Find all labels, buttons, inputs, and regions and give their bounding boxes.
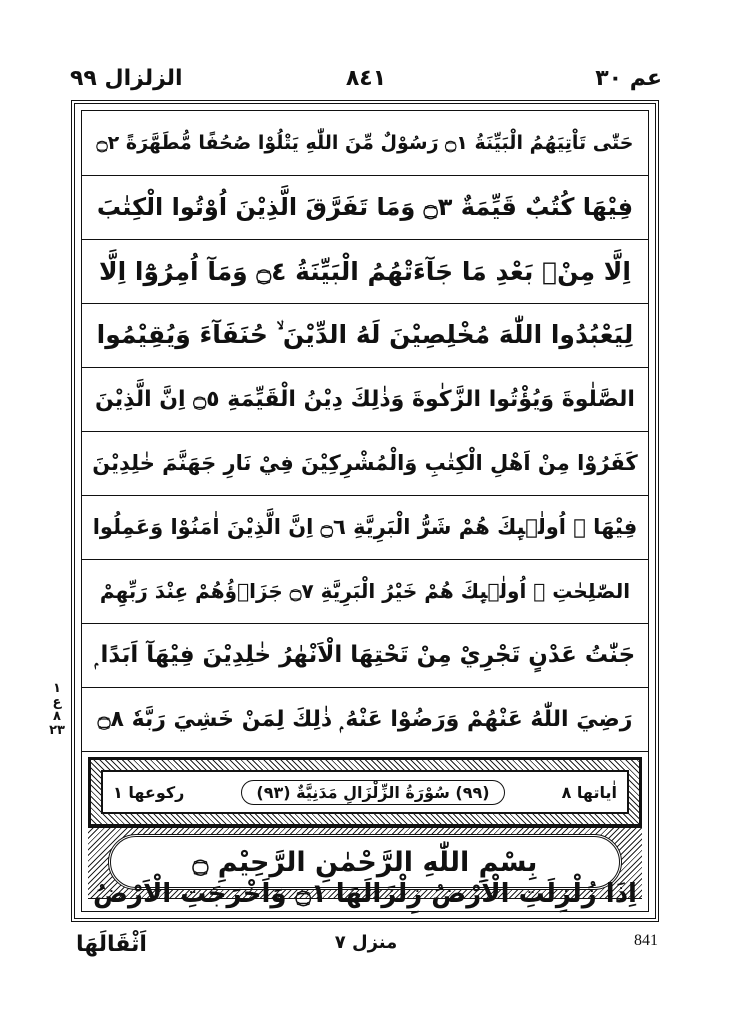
verse-text: فِيْهَا كُتُبٌ قَيِّمَةٌ ۝٣ وَمَا تَفَرَّقَ الَّذِيْنَ اُوْتُوا الْكِتٰبَ (96, 193, 634, 221)
text-line (82, 111, 648, 176)
text-line (82, 239, 648, 304)
margin-ruku-symbol: ع (52, 695, 62, 710)
juz-heading: عم ٣٠ (595, 66, 662, 91)
text-line (82, 687, 648, 752)
page-number-arabic: ٨٤١ (345, 66, 387, 91)
margin-line-3: ٢٣ (49, 723, 65, 738)
text-line (82, 303, 648, 368)
text-line (82, 495, 648, 560)
text-line (82, 367, 648, 432)
manzil-label: منزل ٧ (334, 932, 398, 953)
text-area (81, 110, 649, 912)
page-footer (70, 930, 662, 964)
surah-header-ornament (88, 757, 642, 827)
verse-text: لِيَعْبُدُوا اللّٰهَ مُخْلِصِيْنَ لَهُ الدِّيْنَ ۙ حُنَفَآءَ وَيُقِيْمُوا (96, 320, 634, 349)
verse-text: رَضِيَ اللّٰهُ عَنْهُمْ وَرَضُوْا عَنْهُ ۭ ذٰلِكَ لِمَنْ خَشِيَ رَبَّهٗ ۝٨ (97, 706, 633, 732)
verse-text: الصّٰلِحٰتِ ۙ اُولٰۗىِٕكَ هُمْ خَيْرُ الْبَرِيَّةِ ۝٧ جَزَاۗؤُهُمْ عِنْدَ رَبِّهِمْ (99, 579, 631, 603)
page-frame (71, 100, 659, 922)
final-verse-line (77, 870, 653, 918)
margin-line-1: ١ (53, 681, 61, 696)
verse-text: الصَّلٰوةَ وَيُؤْتُوا الزَّكٰوةَ وَذٰلِكَ دِيْنُ الْقَيِّمَةِ ۝٥ اِنَّ الَّذِيْنَ (95, 386, 635, 412)
ayat-count: اٰياتها ٨ (561, 782, 617, 802)
verse-text: اِلَّا مِنْۢ بَعْدِ مَا جَآءَتْهُمُ الْبَيِّنَةُ ۝٤ وَمَآ اُمِرُوْٓا اِلَّا (99, 256, 631, 286)
catchword: اَثْقَالَهَا (76, 932, 147, 957)
bismillah-text: بِسْمِ اللّٰهِ الرَّحْمٰنِ الرَّحِيْمِ ۝ (192, 846, 538, 878)
verse-text: اِذَا زُلْزِلَتِ الْاَرْضُ زِلْزَالَهَا ۝١ وَاَخْرَجَتِ الْاَرْضُ (93, 879, 637, 909)
text-line (82, 175, 648, 240)
ruku-count: رکوعها ١ (113, 782, 185, 802)
page-number-latin: 841 (634, 932, 658, 949)
surah-header-band (101, 770, 629, 814)
verse-text: كَفَرُوْا مِنْ اَهْلِ الْكِتٰبِ وَالْمُشْرِكِيْنَ فِيْ نَارِ جَهَنَّمَ خٰلِدِيْنَ (92, 451, 638, 475)
surah-title: (٩٩) سُوْرَةُ الزِّلْزَالِ مَدَنِيَّةٌ (٩٣) (241, 780, 504, 805)
ruku-margin-marker (46, 682, 68, 738)
text-line (82, 431, 648, 496)
text-line (82, 623, 648, 688)
verse-text: جَنّٰتُ عَدْنٍ تَجْرِيْ مِنْ تَحْتِهَا الْاَنْهٰرُ خٰلِدِيْنَ فِيْهَآ اَبَدًا ۭ (94, 642, 636, 668)
text-line (82, 559, 648, 624)
verse-text: حَتّٰى تَاْتِيَهُمُ الْبَيِّنَةُ ۝١ رَسُوْلٌ مِّنَ اللّٰهِ يَتْلُوْا صُحُفًا مُّطَهَّرَةً ۝٢ (96, 132, 634, 154)
surah-name-heading: الزلزال ٩٩ (70, 66, 183, 91)
margin-line-2: ٨ (53, 709, 61, 724)
page-header (70, 62, 662, 102)
verse-text: فِيْهَا ۭ اُولٰۗىِٕكَ هُمْ شَرُّ الْبَرِيَّةِ ۝٦ اِنَّ الَّذِيْنَ اٰمَنُوْا وَعَمِلُوا (92, 515, 638, 539)
